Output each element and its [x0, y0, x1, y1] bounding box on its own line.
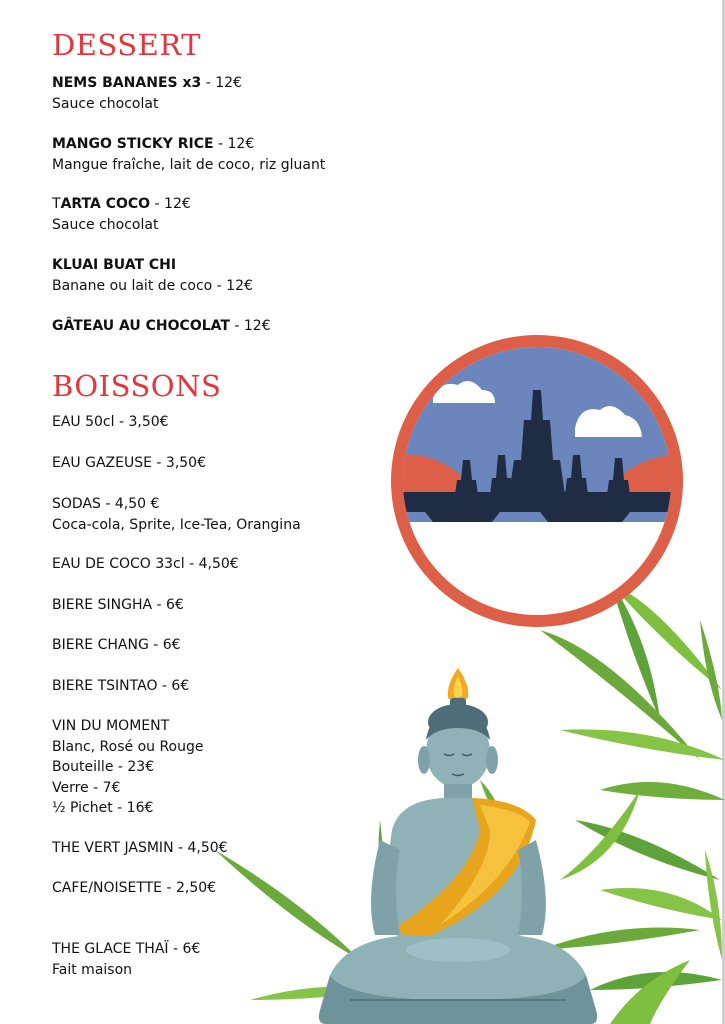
drink-item: [52, 554, 239, 575]
drink-description: Verre - 7€: [52, 779, 121, 796]
drink-item: [52, 453, 206, 474]
drink-line: EAU 50cl - 3,50€: [52, 414, 169, 430]
badge-city-label: BANGKOK: [465, 550, 611, 580]
bangkok-badge: [391, 335, 685, 630]
drink-line: VIN DU MOMENT: [52, 718, 170, 734]
drink-line: THE VERT JASMIN - 4,50€: [52, 840, 228, 856]
drink-line: BIERE CHANG - 6€: [52, 637, 181, 653]
item-description: Sauce chocolat: [52, 95, 159, 112]
drink-description: Fait maison: [52, 961, 133, 978]
item-price: - 12€: [229, 318, 271, 334]
item-description: Mangue fraîche, lait de coco, riz gluant: [52, 156, 326, 173]
item-name: MANGO STICKY RICE: [52, 136, 214, 152]
dessert-item: [52, 134, 325, 175]
drink-line: SODAS - 4,50 €: [52, 496, 160, 512]
item-description: Banane ou lait de coco - 12€: [52, 277, 253, 294]
drink-line: THE GLACE THAÏ - 6€: [52, 941, 201, 957]
dessert-title: DESSERT: [52, 28, 201, 62]
drink-item: [52, 494, 301, 535]
boissons-title: BOISSONS: [52, 369, 222, 403]
drink-line: EAU DE COCO 33cl - 4,50€: [52, 556, 239, 572]
item-name: NEMS BANANES x3: [52, 75, 202, 91]
dessert-item: [52, 73, 242, 114]
drink-description: Blanc, Rosé ou Rouge: [52, 738, 204, 755]
drink-line: EAU GAZEUSE - 3,50€: [52, 455, 206, 471]
item-price: - 12€: [201, 75, 242, 91]
drink-item: [52, 412, 169, 433]
drink-description: ½ Pichet - 16€: [52, 800, 154, 816]
drink-item: [52, 716, 204, 819]
drink-item: [52, 838, 228, 859]
item-description: Sauce chocolat: [52, 216, 159, 233]
drink-item: [52, 878, 216, 899]
buddha-icon: [319, 668, 597, 1024]
dessert-item: [52, 255, 253, 296]
drink-item: [52, 635, 181, 656]
item-name: ARTA COCO: [60, 196, 151, 212]
drink-line: BIERE TSINTAO - 6€: [52, 678, 190, 694]
item-price: - 12€: [213, 136, 255, 152]
drink-line: CAFE/NOISETTE - 2,50€: [52, 880, 217, 896]
drink-item: [52, 595, 184, 616]
drink-line: BIERE SINGHA - 6€: [52, 597, 184, 613]
item-name: KLUAI BUAT CHI: [52, 257, 177, 273]
dessert-item: [52, 316, 271, 337]
item-price: - 12€: [150, 196, 191, 212]
badge-country-label: THAILAND: [493, 582, 575, 598]
drink-item: [52, 676, 189, 697]
item-name: GÂTEAU AU CHOCOLAT: [52, 318, 230, 334]
drink-item: [52, 939, 200, 980]
dessert-item: [52, 194, 191, 235]
drink-description: Coca-cola, Sprite, Ice-Tea, Orangina: [52, 516, 301, 533]
item-name-initial: T: [52, 196, 61, 212]
drink-description: Bouteille - 23€: [52, 759, 155, 775]
